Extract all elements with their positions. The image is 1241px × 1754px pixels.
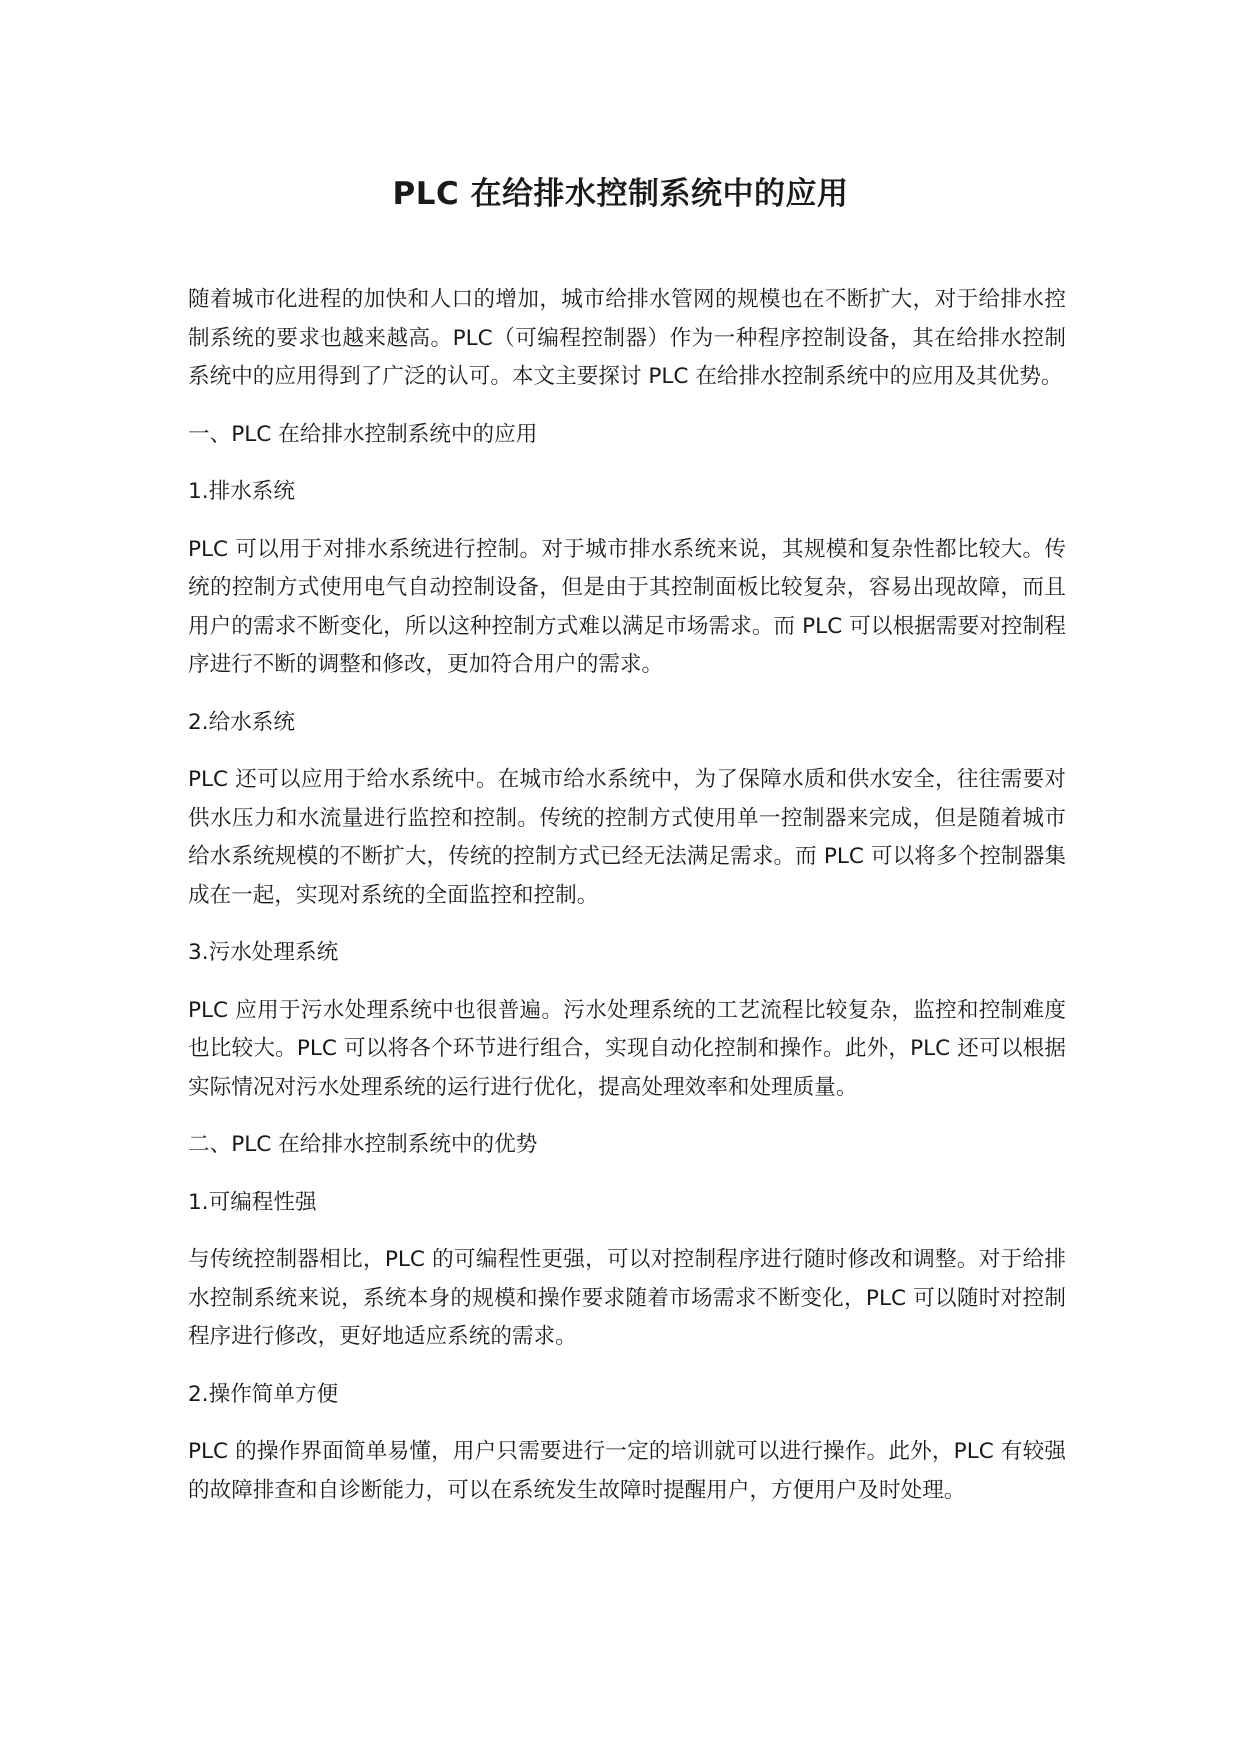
subheading-water-supply-system: 2.给水系统	[188, 709, 295, 735]
intro-paragraph: 随着城市化进程的加快和人口的增加，城市给排水管网的规模也在不断扩大，对于给排水控制系统的要求也越来越高。PLC（可编程控制器）作为一种程序控制设备，其在给排水控制系统中的应用得到了广泛的认可。本文主要探讨 PLC 在给排水控制系统中的应用及其优势。	[188, 287, 1066, 389]
subheading-programmability: 1.可编程性强	[188, 1189, 317, 1215]
document-title: PLC 在给排水控制系统中的应用	[392, 176, 849, 212]
paragraph-programmability: 与传统控制器相比，PLC 的可编程性更强，可以对控制程序进行随时修改和调整。对于给排水控制系统来说，系统本身的规模和操作要求随着市场需求不断变化，PLC 可以随时对控制程序进行修改，更好地适应系统的需求。	[188, 1247, 1066, 1349]
subheading-drainage-system: 1.排水系统	[188, 479, 295, 504]
document-body	[188, 281, 1066, 1529]
paragraph-drainage-system: PLC 可以用于对排水系统进行控制。对于城市排水系统来说，其规模和复杂性都比较大。传统的控制方式使用电气自动控制设备，但是由于其控制面板比较复杂，容易出现故障，而且用户的需求不断变化，所以这种控制方式难以满足市场需求。而 PLC 可以根据需要对控制程序进行不断的调整和修改，更加符合用户的需求。	[188, 536, 1066, 677]
paragraph-sewage-treatment-system: PLC 应用于污水处理系统中也很普遍。污水处理系统的工艺流程比较复杂，监控和控制难度也比较大。PLC 可以将各个环节进行组合，实现自动化控制和操作。此外，PLC 还可以根据实际情况对污水处理系统的运行进行优化，提高处理效率和处理质量。	[188, 997, 1066, 1100]
section-heading-advantages: 二、PLC 在给排水控制系统中的优势	[188, 1132, 538, 1157]
subheading-easy-operation: 2.操作简单方便	[188, 1381, 339, 1407]
paragraph-water-supply-system: PLC 还可以应用于给水系统中。在城市给水系统中，为了保障水质和供水安全，往往需要对供水压力和水流量进行监控和控制。传统的控制方式使用单一控制器来完成，但是随着城市给水系统规模的不断扩大，传统的控制方式已经无法满足需求。而 PLC 可以将多个控制器集成在一起，实现对系统的全面监控和控制。	[188, 767, 1066, 908]
section-heading-applications: 一、PLC 在给排水控制系统中的应用	[188, 421, 538, 447]
subheading-sewage-treatment-system: 3.污水处理系统	[188, 940, 339, 965]
paragraph-easy-operation: PLC 的操作界面简单易懂，用户只需要进行一定的培训就可以进行操作。此外，PLC 有较强的故障排查和自诊断能力，可以在系统发生故障时提醒用户，方便用户及时处理。	[188, 1439, 1066, 1503]
